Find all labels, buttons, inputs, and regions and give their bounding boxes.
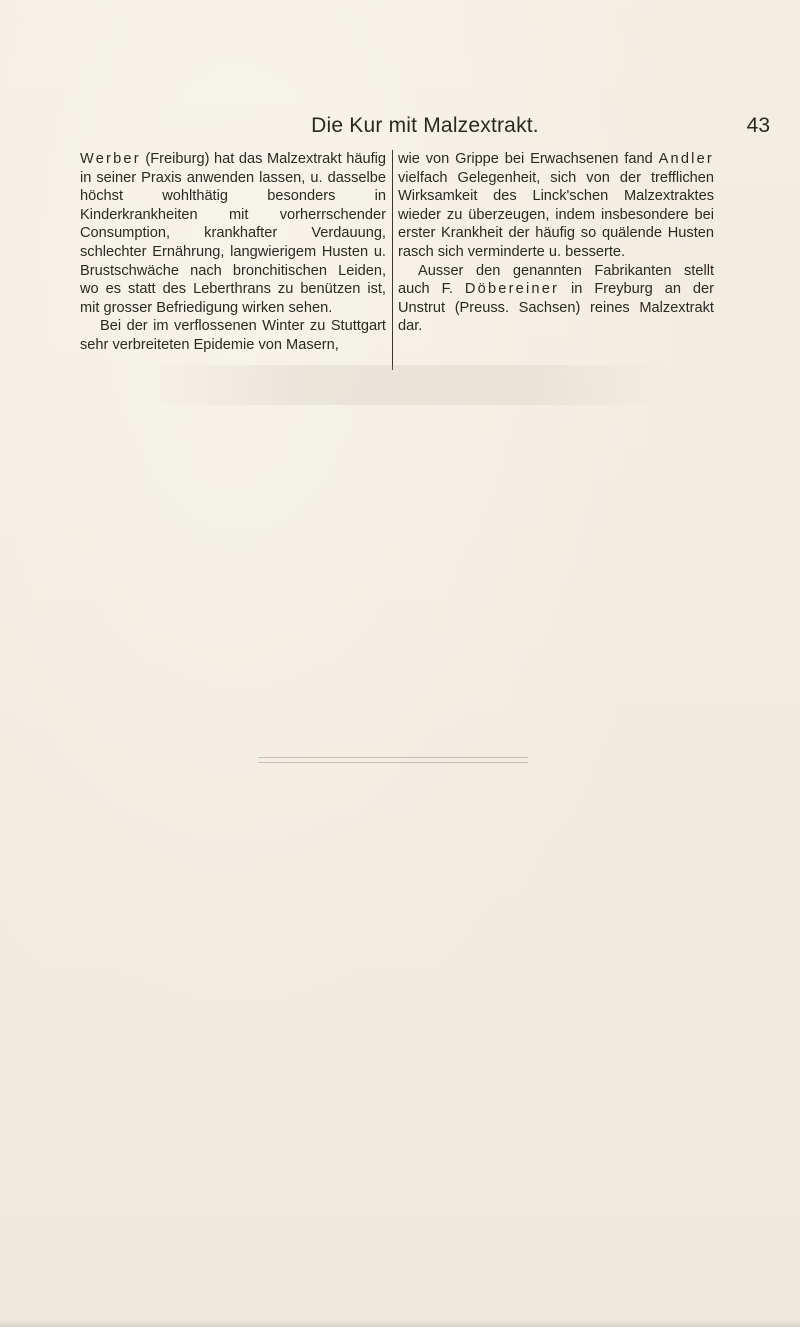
paragraph-text: vielfach Gelegenheit, sich von der trefflichen Wirksamkeit des Linck'schen Malzextraktes wieder zu überzeugen, indem insbesondere bei erster Krankheit der häufig so quälende Husten rasch sich verminderte u. besserte. [398, 169, 714, 260]
author-name: Werber [80, 151, 141, 167]
right-column [398, 150, 714, 336]
author-name: Döbereiner [464, 281, 560, 298]
paragraph-text: wie von Grippe bei Erwachsenen fand [398, 151, 659, 167]
paragraph [80, 150, 386, 317]
faint-double-rule [258, 757, 528, 763]
paragraph [398, 150, 714, 262]
paragraph [398, 262, 714, 336]
show-through-shadow [150, 365, 670, 405]
paragraph-text: Bei der im verflossenen Winter zu [100, 318, 331, 335]
paragraph-text: sehr verbreiteten Epidemie von Masern, [80, 336, 339, 353]
column-divider [392, 150, 393, 370]
paragraph-text: (Freiburg) hat das Malzextrakt häufig in seiner Praxis anwenden lassen, u. dasselbe höchst wohlthätig besonders in Kinderkrankheiten mit vorherrschender Consumption, krankhafter Verdauung, schlechter Ernährung, langwierigem Husten u. Brustschwäche nach bronchitischen Leiden, wo es statt des Leberthrans zu benützen ist, mit grosser Befriedigung wirken sehen. [80, 151, 386, 316]
page-header [80, 114, 770, 144]
page-number: 43 [746, 114, 770, 137]
paragraph-text: in Freyburg an der Unstrut (Preuss. Sachsen) reines Malzextrakt dar. [398, 281, 714, 335]
place-name: Stuttgart [330, 318, 386, 335]
left-column [80, 150, 386, 355]
author-name: Andler [658, 151, 714, 167]
page-bottom-edge [0, 1320, 800, 1327]
paragraph [80, 317, 386, 354]
running-title: Die Kur mit Malzextrakt. [311, 114, 539, 137]
paragraph-text: Ausser den genannten Fabrikanten stellt auch F. [398, 262, 714, 298]
